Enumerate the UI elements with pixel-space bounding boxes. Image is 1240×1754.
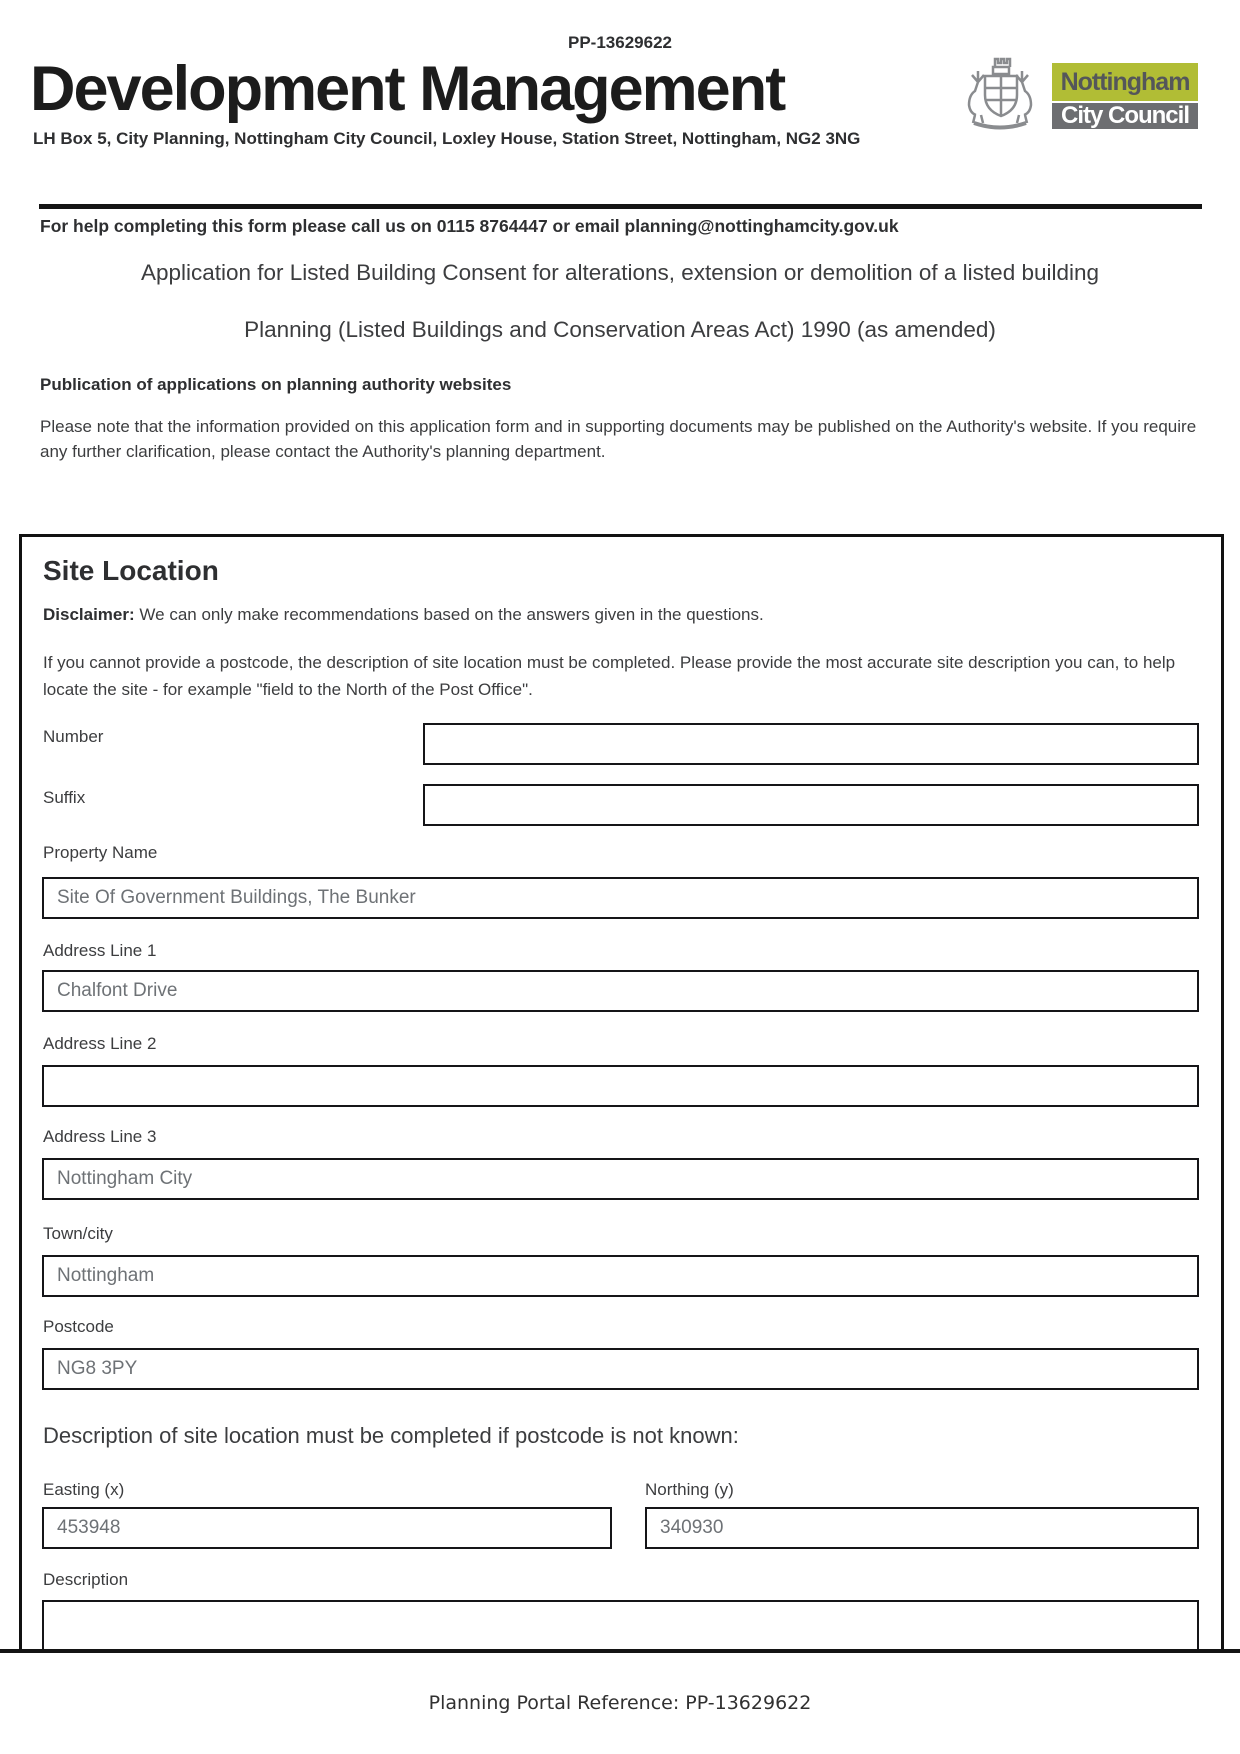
page-title: Development Management [30,54,785,124]
address-line-3-label: Address Line 3 [43,1127,157,1146]
easting-input[interactable] [42,1507,612,1549]
planning-portal-reference-footer: Planning Portal Reference: PP-13629622 [428,1692,812,1714]
publication-body: Please note that the information provided on this application form and in supporting documents may be published on the Authority's website. If you require any further clarification, please contact the Authority's planning department. [40,417,1197,461]
site-location-heading: Site Location [43,555,219,586]
disclaimer-label: Disclaimer: [43,605,135,624]
suffix-input[interactable] [423,784,1199,826]
site-location-section [19,534,1224,1649]
town-city-label: Town/city [43,1224,113,1243]
number-input[interactable] [423,723,1199,765]
postcode-label: Postcode [43,1317,114,1336]
logo-city-council-label: City Council [1052,103,1198,129]
property-name-label: Property Name [43,843,158,862]
description-label: Description [43,1570,129,1589]
property-name-input[interactable] [42,877,1199,919]
description-textarea[interactable] [42,1600,1199,1649]
department-address: LH Box 5, City Planning, Nottingham City Council, Loxley House, Station Street, Nottingham, NG2 3NG [33,129,861,148]
address-line-2-label: Address Line 2 [43,1034,157,1053]
suffix-label: Suffix [43,788,86,807]
publication-heading: Publication of applications on planning authority websites [40,375,512,394]
northing-input[interactable] [645,1507,1199,1549]
description-subheading: Description of site location must be completed if postcode is not known: [43,1423,739,1448]
application-title-line2: Planning (Listed Buildings and Conservation Areas Act) 1990 (as amended) [244,317,996,342]
council-logo [1052,63,1198,129]
address-line-2-input[interactable] [42,1065,1199,1107]
logo-nottingham-label: Nottingham [1052,63,1198,101]
application-title-line1: Application for Listed Building Consent for alterations, extension or demolition of a listed building [140,260,1100,285]
town-city-input[interactable] [42,1255,1199,1297]
address-line-1-label: Address Line 1 [43,941,157,960]
easting-label: Easting (x) [43,1480,125,1499]
disclaimer-line [43,605,764,625]
planning-portal-reference-top: PP-13629622 [568,33,672,52]
disclaimer-text: We can only make recommendations based on the answers given in the questions. [139,605,764,624]
address-line-3-input[interactable] [42,1158,1199,1200]
number-label: Number [43,727,104,746]
help-contact-line: For help completing this form please call us on 0115 8764447 or email planning@nottinghamcity.gov.uk [40,216,899,236]
address-line-1-input[interactable] [42,970,1199,1012]
council-crest-icon [954,55,1046,136]
footer-divider [0,1649,1240,1653]
postcode-input[interactable] [42,1348,1199,1390]
site-location-intro: If you cannot provide a postcode, the description of site location must be completed. Please provide the most accurate site description you can, to help locate the site - for example "field to the North of the Post Office". [43,653,1176,699]
header-divider [39,204,1202,209]
northing-label: Northing (y) [645,1480,734,1499]
